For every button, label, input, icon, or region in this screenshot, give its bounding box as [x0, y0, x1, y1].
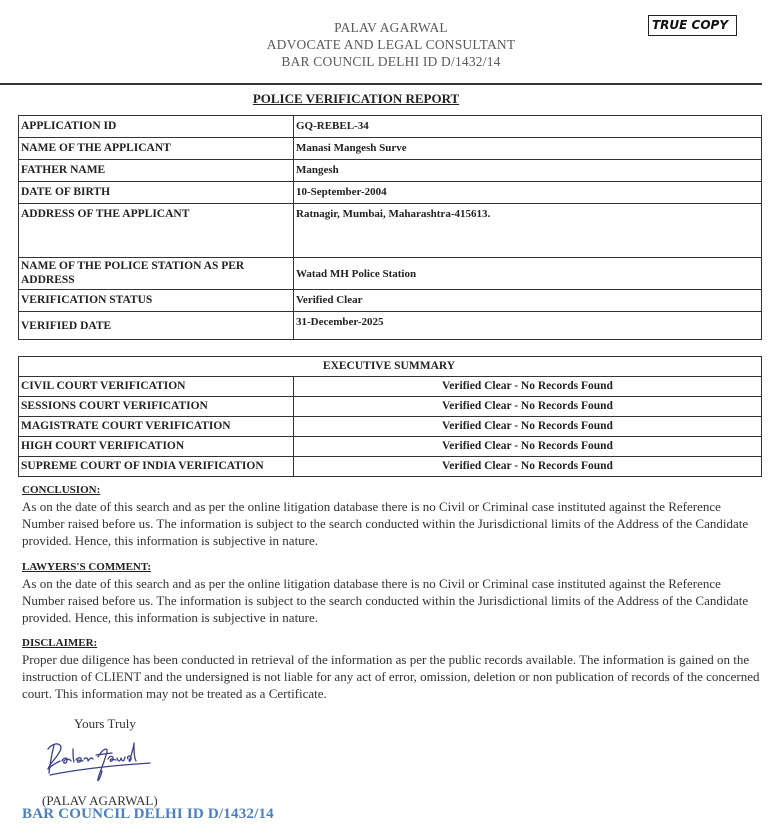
table-row: [19, 182, 762, 204]
disclaimer-section: [22, 636, 762, 702]
lawyers-comment-section: [22, 560, 762, 626]
conclusion-section: [22, 483, 762, 549]
court-result: Verified Clear - No Records Found: [294, 417, 762, 437]
executive-summary-heading: EXECUTIVE SUMMARY: [19, 357, 762, 377]
field-value: Ratnagir, Mumbai, Maharashtra-415613.: [294, 204, 762, 258]
court-label: CIVIL COURT VERIFICATION: [19, 377, 294, 397]
field-label: VERIFICATION STATUS: [19, 290, 294, 312]
field-label: VERIFIED DATE: [19, 312, 294, 340]
field-value: GQ-REBEL-34: [294, 116, 762, 138]
table-row: [19, 457, 762, 477]
table-row: [19, 397, 762, 417]
table-row: [19, 312, 762, 340]
table-row: [19, 290, 762, 312]
table-row: [19, 160, 762, 182]
field-value: Mangesh: [294, 160, 762, 182]
header-divider: [0, 83, 762, 85]
table-row: [19, 138, 762, 160]
table-row: [19, 377, 762, 397]
signatory-name: (PALAV AGARWAL): [42, 793, 158, 808]
field-value: 10-September-2004: [294, 182, 762, 204]
disclaimer-body: Proper due diligence has been conducted in retrieval of the information as per the public records available. The information is gained on the instruction of CLIENT and the undersigned is not liable for any act of error, omission, deletion or non publication of records of the concerned court. This information may not be treated as a Certificate.: [22, 652, 760, 701]
court-label: SUPREME COURT OF INDIA VERIFICATION: [19, 457, 294, 477]
conclusion-title: CONCLUSION:: [22, 484, 101, 496]
disclaimer-title: DISCLAIMER:: [22, 637, 98, 649]
true-copy-stamp: TRUE COPY: [648, 15, 737, 36]
court-result: Verified Clear - No Records Found: [294, 397, 762, 417]
applicant-details-table: [18, 115, 762, 340]
table-row: [19, 116, 762, 138]
court-result: Verified Clear - No Records Found: [294, 457, 762, 477]
field-label: ADDRESS OF THE APPLICANT: [19, 204, 294, 258]
report-title: POLICE VERIFICATION REPORT: [252, 91, 460, 106]
field-value: Watad MH Police Station: [294, 258, 762, 290]
field-label: APPLICATION ID: [19, 116, 294, 138]
field-value: 31-December-2025: [294, 312, 762, 340]
lawyers-comment-title: LAWYERS'S COMMENT:: [22, 561, 152, 573]
court-result: Verified Clear - No Records Found: [294, 377, 762, 397]
field-label: FATHER NAME: [19, 160, 294, 182]
table-row: [19, 437, 762, 457]
signature-icon: [40, 735, 155, 785]
court-result: Verified Clear - No Records Found: [294, 437, 762, 457]
field-label: NAME OF THE APPLICANT: [19, 138, 294, 160]
field-label: DATE OF BIRTH: [19, 182, 294, 204]
advocate-name: PALAV AGARWAL: [334, 20, 448, 35]
table-row: [19, 204, 762, 258]
table-row: [19, 258, 762, 290]
lawyers-comment-body: As on the date of this search and as per the online litigation database there is no Civil or Criminal case instituted against the Reference Number raised before us. The information is subject to the search conducted within the Jurisdictional limits of the Address of the Candidate provided. Hence, this information is subjective in nature.: [22, 576, 749, 625]
court-label: HIGH COURT VERIFICATION: [19, 437, 294, 457]
conclusion-body: As on the date of this search and as per the online litigation database there is no Civil or Criminal case instituted against the Reference Number raised before us. The information is subject to the search conducted within the Jurisdictional limits of the Address of the Candidate provided. Hence, this information is subjective in nature.: [22, 499, 749, 548]
field-value: Manasi Mangesh Surve: [294, 138, 762, 160]
advocate-bar-id: BAR COUNCIL DELHI ID D/1432/14: [281, 54, 501, 69]
field-label: NAME OF THE POLICE STATION AS PER ADDRESS: [19, 258, 294, 290]
table-row: [19, 417, 762, 437]
court-label: SESSIONS COURT VERIFICATION: [19, 397, 294, 417]
court-label: MAGISTRATE COURT VERIFICATION: [19, 417, 294, 437]
closing-text: Yours Truly: [74, 716, 136, 731]
executive-summary-table: [18, 356, 762, 477]
advocate-title: ADVOCATE AND LEGAL CONSULTANT: [266, 37, 516, 52]
signatory-bar-id: BAR COUNCIL DELHI ID D/1432/14: [22, 806, 274, 822]
table-header-row: [19, 357, 762, 377]
status-value: Verified Clear: [294, 290, 762, 312]
